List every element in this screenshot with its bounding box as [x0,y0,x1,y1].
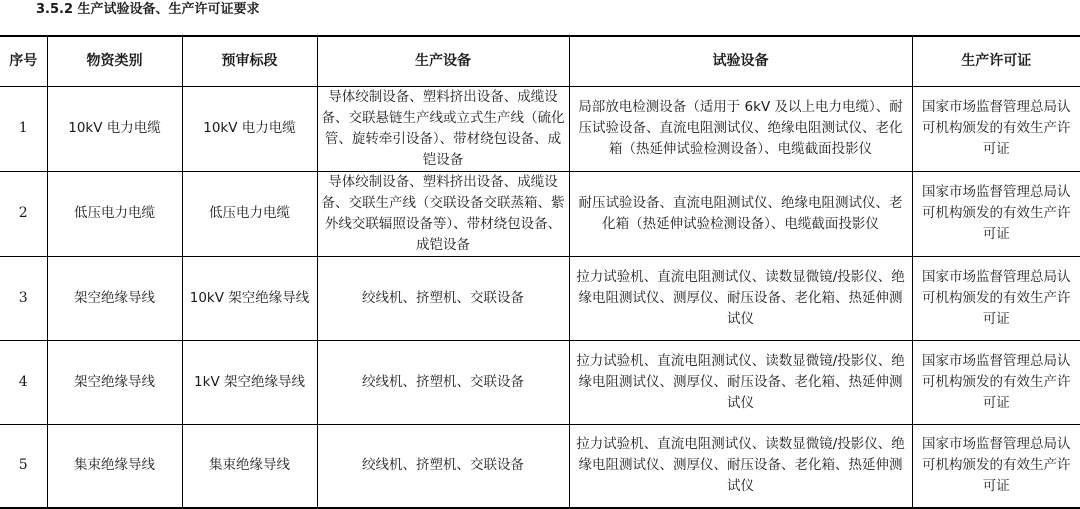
cell-license: 国家市场监督管理总局认可机构颁发的有效生产许可证 [912,256,1080,340]
cell-section: 低压电力电缆 [182,171,317,256]
cell-testing-equipment: 耐压试验设备、直流电阻测试仪、绝缘电阻测试仪、老化箱（热延伸试验检测设备）、电缆截面投影仪 [569,171,912,256]
cell-license: 国家市场监督管理总局认可机构颁发的有效生产许可证 [912,171,1080,256]
cell-testing-equipment: 拉力试验机、直流电阻测试仪、读数显微镜/投影仪、绝缘电阻测试仪、测厚仪、耐压设备、老化箱、热延伸测试仪 [569,340,912,424]
table-row [0,424,1080,508]
header-testing-equipment: 试验设备 [569,36,912,86]
table-row [0,256,1080,340]
section-heading: 3.5.2 生产试验设备、生产许可证要求 [36,2,260,17]
cell-license: 国家市场监督管理总局认可机构颁发的有效生产许可证 [912,86,1080,171]
requirements-table [0,35,1080,509]
cell-category: 架空绝缘导线 [47,256,182,340]
cell-index: 3 [0,256,47,340]
header-license: 生产许可证 [912,36,1080,86]
header-row [0,36,1080,86]
cell-category: 集束绝缘导线 [47,424,182,508]
header-section: 预审标段 [182,36,317,86]
cell-category: 架空绝缘导线 [47,340,182,424]
cell-index: 5 [0,424,47,508]
cell-index: 1 [0,86,47,171]
cell-production-equipment: 绞线机、挤塑机、交联设备 [317,424,569,508]
cell-section: 10kV 电力电缆 [182,86,317,171]
cell-testing-equipment: 局部放电检测设备（适用于 6kV 及以上电力电缆）、耐压试验设备、直流电阻测试仪、绝缘电阻测试仪、老化箱（热延伸试验检测设备）、电缆截面投影仪 [569,86,912,171]
table-row [0,86,1080,171]
table-header [0,36,1080,86]
cell-section: 10kV 架空绝缘导线 [182,256,317,340]
cell-section: 集束绝缘导线 [182,424,317,508]
header-category: 物资类别 [47,36,182,86]
cell-production-equipment: 导体绞制设备、塑料挤出设备、成缆设备、交联悬链生产线或立式生产线（硫化管、旋转牵引设备）、带材绕包设备、成铠设备 [317,86,569,171]
header-production-equipment: 生产设备 [317,36,569,86]
cell-index: 2 [0,171,47,256]
cell-testing-equipment: 拉力试验机、直流电阻测试仪、读数显微镜/投影仪、绝缘电阻测试仪、测厚仪、耐压设备、老化箱、热延伸测试仪 [569,256,912,340]
cell-license: 国家市场监督管理总局认可机构颁发的有效生产许可证 [912,424,1080,508]
table-body [0,86,1080,508]
table-row [0,171,1080,256]
cell-testing-equipment: 拉力试验机、直流电阻测试仪、读数显微镜/投影仪、绝缘电阻测试仪、测厚仪、耐压设备、老化箱、热延伸测试仪 [569,424,912,508]
cell-category: 10kV 电力电缆 [47,86,182,171]
header-index: 序号 [0,36,47,86]
cell-index: 4 [0,340,47,424]
cell-category: 低压电力电缆 [47,171,182,256]
table-row [0,340,1080,424]
cell-license: 国家市场监督管理总局认可机构颁发的有效生产许可证 [912,340,1080,424]
cell-production-equipment: 导体绞制设备、塑料挤出设备、成缆设备、交联生产线（交联设备交联蒸箱、紫外线交联辐照设备等）、带材绕包设备、成铠设备 [317,171,569,256]
cell-production-equipment: 绞线机、挤塑机、交联设备 [317,340,569,424]
cell-production-equipment: 绞线机、挤塑机、交联设备 [317,256,569,340]
cell-section: 1kV 架空绝缘导线 [182,340,317,424]
